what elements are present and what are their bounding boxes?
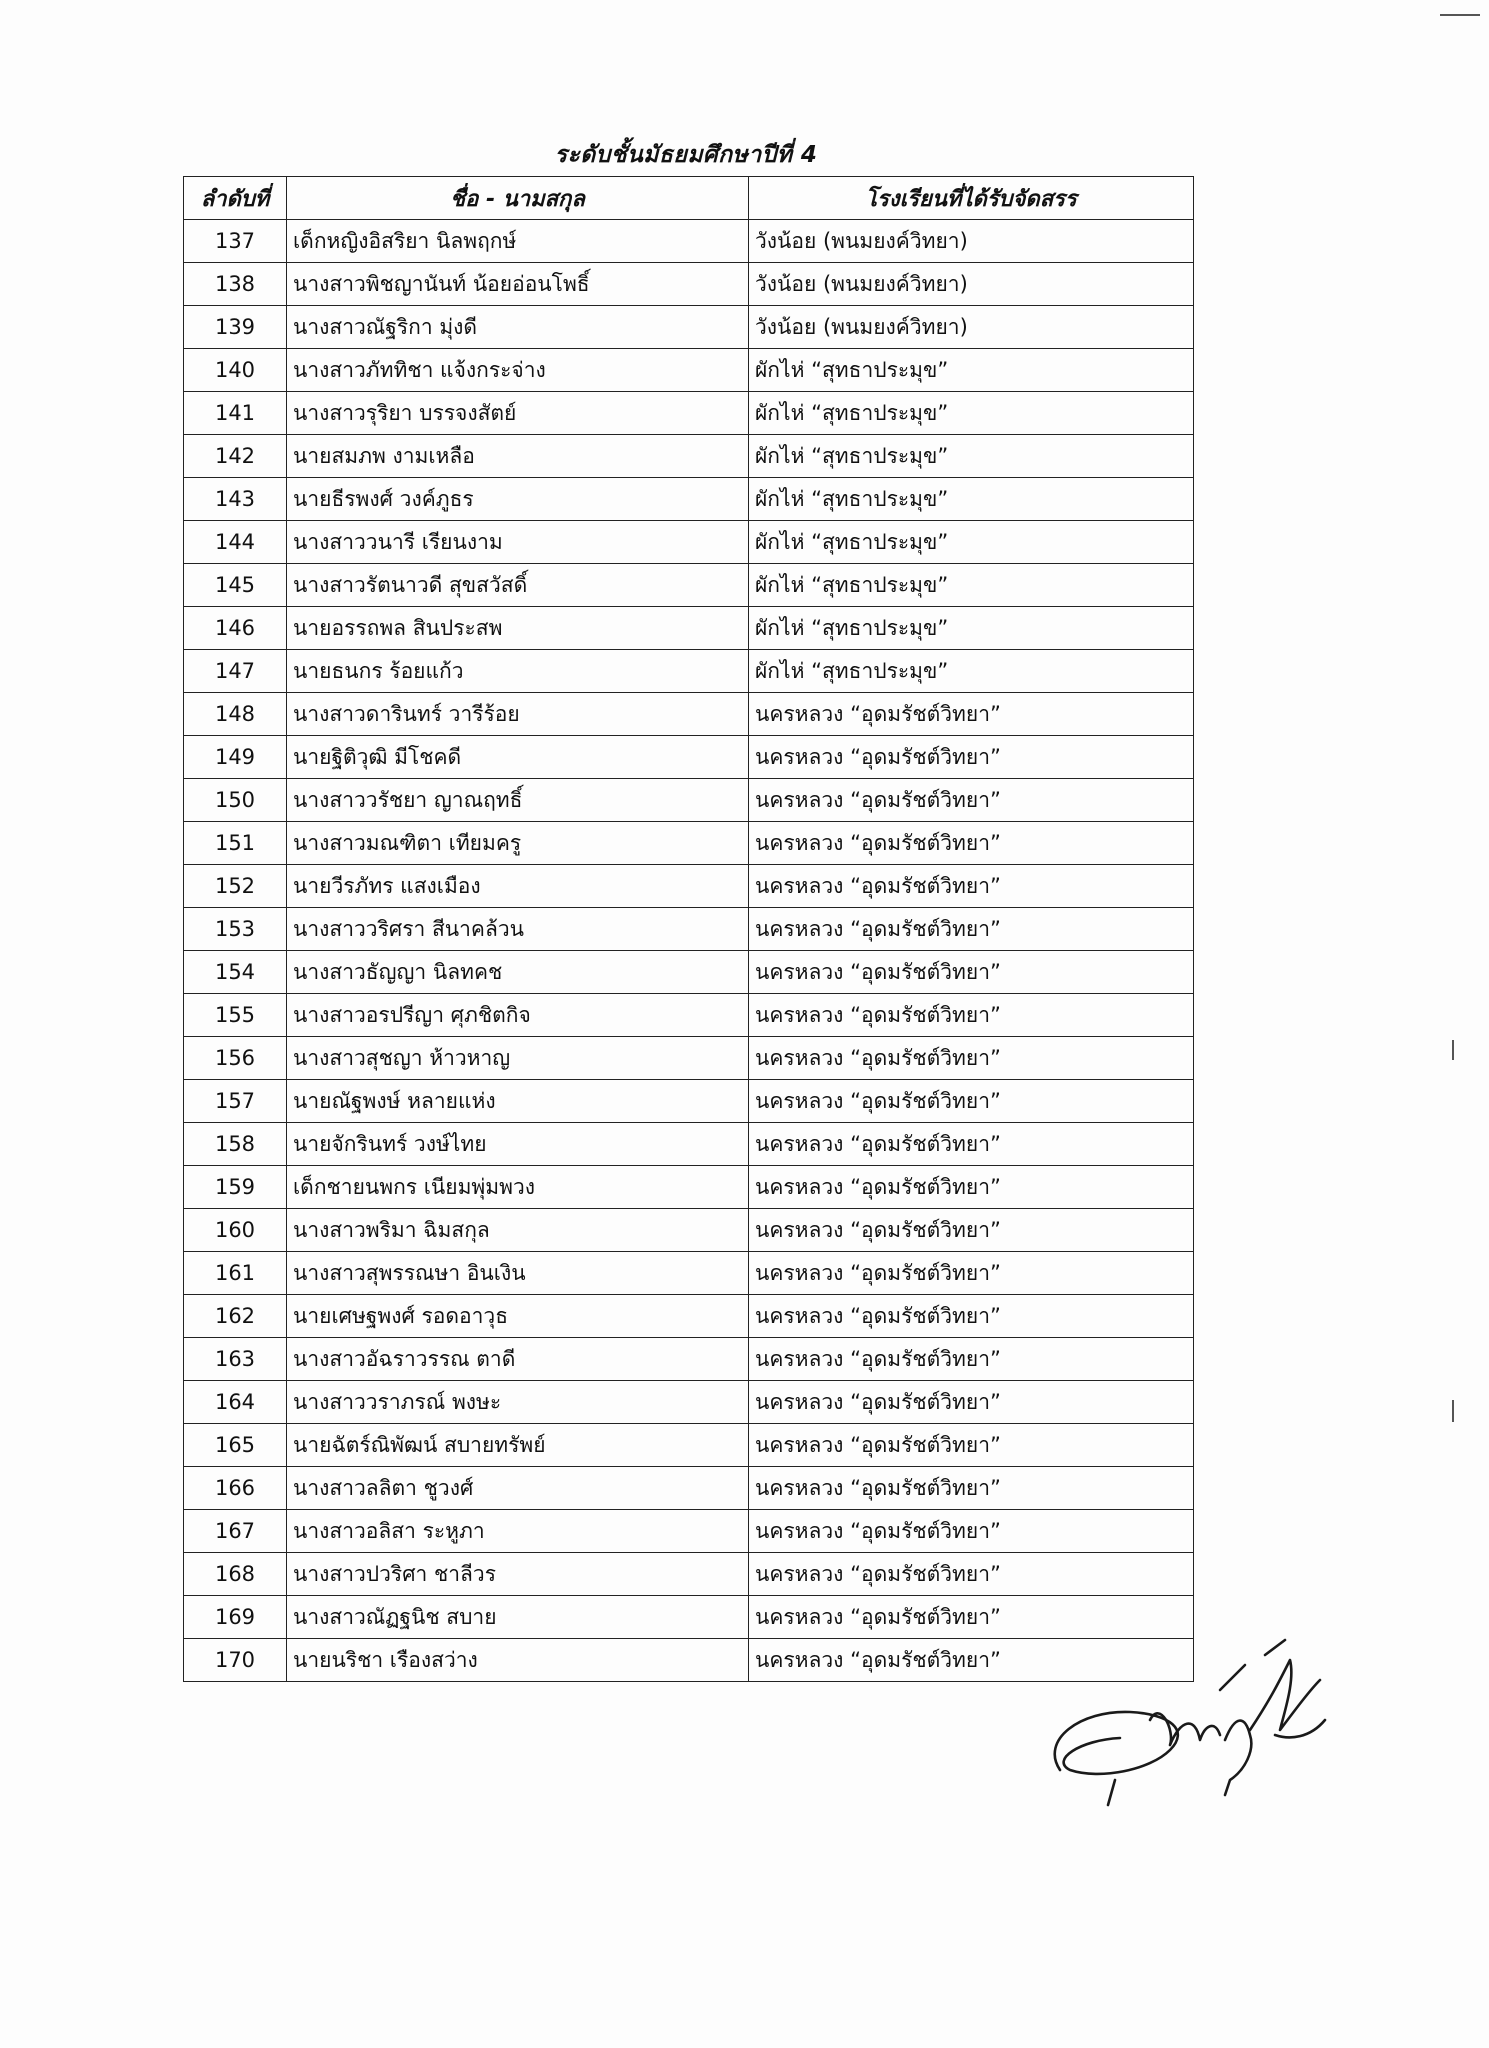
- header-full-name: ชื่อ - นามสกุล: [287, 177, 749, 220]
- row-full-name: นางสาววราภรณ์ พงษะ: [287, 1381, 749, 1424]
- row-full-name: นางสาววรัชยา ญาณฤทธิ์: [287, 779, 749, 822]
- row-allocated-school: ผักไห่ “สุทธาประมุข”: [749, 435, 1194, 478]
- row-full-name: นางสาวปวริศา ชาลีวร: [287, 1553, 749, 1596]
- row-order-number: 144: [184, 521, 287, 564]
- table-row: [184, 263, 1194, 306]
- header-allocated-school: โรงเรียนที่ได้รับจัดสรร: [749, 177, 1194, 220]
- table-row: [184, 435, 1194, 478]
- row-allocated-school: นครหลวง “อุดมรัชต์วิทยา”: [749, 1166, 1194, 1209]
- table-row: [184, 908, 1194, 951]
- table-row: [184, 1381, 1194, 1424]
- row-full-name: นางสาวอรปรีญา ศุภชิตกิจ: [287, 994, 749, 1037]
- row-full-name: นางสาววนารี เรียนงาม: [287, 521, 749, 564]
- row-allocated-school: นครหลวง “อุดมรัชต์วิทยา”: [749, 1338, 1194, 1381]
- row-order-number: 158: [184, 1123, 287, 1166]
- row-order-number: 145: [184, 564, 287, 607]
- row-full-name: นางสาวดารินทร์ วารีร้อย: [287, 693, 749, 736]
- row-full-name: นางสาวณัฐริกา มุ่งดี: [287, 306, 749, 349]
- table-row: [184, 1209, 1194, 1252]
- row-full-name: นางสาวรัตนาวดี สุขสวัสดิ์: [287, 564, 749, 607]
- row-allocated-school: นครหลวง “อุดมรัชต์วิทยา”: [749, 822, 1194, 865]
- row-full-name: นางสาวพิชญานันท์ น้อยอ่อนโพธิ์: [287, 263, 749, 306]
- row-allocated-school: นครหลวง “อุดมรัชต์วิทยา”: [749, 1252, 1194, 1295]
- row-full-name: นายจักรินทร์ วงษ์ไทย: [287, 1123, 749, 1166]
- row-allocated-school: วังน้อย (พนมยงค์วิทยา): [749, 263, 1194, 306]
- row-order-number: 159: [184, 1166, 287, 1209]
- table-row: [184, 521, 1194, 564]
- table-header-row: [184, 177, 1194, 220]
- row-full-name: นายธนกร ร้อยแก้ว: [287, 650, 749, 693]
- table-row: [184, 951, 1194, 994]
- row-allocated-school: ผักไห่ “สุทธาประมุข”: [749, 478, 1194, 521]
- table-row: [184, 306, 1194, 349]
- row-full-name: นายเศษฐพงศ์ รอดอาวุธ: [287, 1295, 749, 1338]
- row-order-number: 149: [184, 736, 287, 779]
- table-row: [184, 220, 1194, 263]
- row-allocated-school: ผักไห่ “สุทธาประมุข”: [749, 521, 1194, 564]
- row-full-name: นางสาววริศรา สีนาคล้วน: [287, 908, 749, 951]
- row-allocated-school: วังน้อย (พนมยงค์วิทยา): [749, 306, 1194, 349]
- page-title: ระดับชั้นมัธยมศึกษาปีที่ 4: [554, 142, 818, 168]
- row-allocated-school: วังน้อย (พนมยงค์วิทยา): [749, 220, 1194, 263]
- row-order-number: 160: [184, 1209, 287, 1252]
- row-allocated-school: นครหลวง “อุดมรัชต์วิทยา”: [749, 693, 1194, 736]
- row-allocated-school: นครหลวง “อุดมรัชต์วิทยา”: [749, 1295, 1194, 1338]
- row-full-name: นายณัฐพงษ์ หลายแห่ง: [287, 1080, 749, 1123]
- row-order-number: 154: [184, 951, 287, 994]
- row-full-name: นายฐิติวุฒิ มีโชคดี: [287, 736, 749, 779]
- row-full-name: นางสาวพริมา ฉิมสกุล: [287, 1209, 749, 1252]
- row-order-number: 168: [184, 1553, 287, 1596]
- header-order-number: ลำดับที่: [184, 177, 287, 220]
- row-order-number: 143: [184, 478, 287, 521]
- row-full-name: นายนริชา เรืองสว่าง: [287, 1639, 749, 1682]
- table-row: [184, 650, 1194, 693]
- row-full-name: เด็กหญิงอิสริยา นิลพฤกษ์: [287, 220, 749, 263]
- row-order-number: 148: [184, 693, 287, 736]
- table-row: [184, 1123, 1194, 1166]
- table-row: [184, 779, 1194, 822]
- row-order-number: 169: [184, 1596, 287, 1639]
- row-full-name: นายธีรพงศ์ วงค์ภูธร: [287, 478, 749, 521]
- table-row: [184, 736, 1194, 779]
- row-order-number: 152: [184, 865, 287, 908]
- row-full-name: นางสาวมณฑิตา เทียมครู: [287, 822, 749, 865]
- row-full-name: นายอรรถพล สินประสพ: [287, 607, 749, 650]
- row-allocated-school: นครหลวง “อุดมรัชต์วิทยา”: [749, 865, 1194, 908]
- table-row: [184, 822, 1194, 865]
- row-full-name: นายวีรภัทร แสงเมือง: [287, 865, 749, 908]
- table-row: [184, 1424, 1194, 1467]
- row-order-number: 142: [184, 435, 287, 478]
- table-row: [184, 865, 1194, 908]
- row-allocated-school: ผักไห่ “สุทธาประมุข”: [749, 392, 1194, 435]
- row-order-number: 163: [184, 1338, 287, 1381]
- row-allocated-school: นครหลวง “อุดมรัชต์วิทยา”: [749, 779, 1194, 822]
- row-order-number: 165: [184, 1424, 287, 1467]
- table-row: [184, 994, 1194, 1037]
- row-allocated-school: นครหลวง “อุดมรัชต์วิทยา”: [749, 1080, 1194, 1123]
- table-body: [184, 220, 1194, 1682]
- row-full-name: นางสาวสุชญา ห้าวหาญ: [287, 1037, 749, 1080]
- row-full-name: นางสาวธัญญา นิลทคช: [287, 951, 749, 994]
- row-order-number: 138: [184, 263, 287, 306]
- row-allocated-school: นครหลวง “อุดมรัชต์วิทยา”: [749, 1424, 1194, 1467]
- row-order-number: 140: [184, 349, 287, 392]
- student-allocation-table: [183, 176, 1194, 1682]
- row-order-number: 156: [184, 1037, 287, 1080]
- table-row: [184, 1338, 1194, 1381]
- row-order-number: 146: [184, 607, 287, 650]
- row-allocated-school: นครหลวง “อุดมรัชต์วิทยา”: [749, 1596, 1194, 1639]
- table-row: [184, 1510, 1194, 1553]
- row-full-name: นางสาวณัฏฐนิช สบาย: [287, 1596, 749, 1639]
- row-allocated-school: ผักไห่ “สุทธาประมุข”: [749, 607, 1194, 650]
- row-order-number: 161: [184, 1252, 287, 1295]
- row-order-number: 141: [184, 392, 287, 435]
- row-allocated-school: นครหลวง “อุดมรัชต์วิทยา”: [749, 1123, 1194, 1166]
- table-row: [184, 1166, 1194, 1209]
- row-full-name: นางสาวสุพรรณษา อินเงิน: [287, 1252, 749, 1295]
- row-full-name: นางสาวลลิตา ชูวงศ์: [287, 1467, 749, 1510]
- scan-margin-mark: [1452, 1400, 1454, 1422]
- table-row: [184, 478, 1194, 521]
- table-row: [184, 1080, 1194, 1123]
- row-order-number: 147: [184, 650, 287, 693]
- row-allocated-school: นครหลวง “อุดมรัชต์วิทยา”: [749, 1381, 1194, 1424]
- row-order-number: 151: [184, 822, 287, 865]
- table-row: [184, 349, 1194, 392]
- handwritten-signature: [1020, 1620, 1350, 1820]
- row-full-name: เด็กชายนพกร เนียมพุ่มพวง: [287, 1166, 749, 1209]
- table-row: [184, 607, 1194, 650]
- table-row: [184, 1467, 1194, 1510]
- table-row: [184, 392, 1194, 435]
- row-full-name: นางสาวอัฉราวรรณ ตาดี: [287, 1338, 749, 1381]
- table-row: [184, 1037, 1194, 1080]
- row-allocated-school: นครหลวง “อุดมรัชต์วิทยา”: [749, 736, 1194, 779]
- row-order-number: 162: [184, 1295, 287, 1338]
- row-allocated-school: นครหลวง “อุดมรัชต์วิทยา”: [749, 1510, 1194, 1553]
- scan-margin-mark: [1440, 14, 1480, 16]
- row-order-number: 139: [184, 306, 287, 349]
- row-allocated-school: นครหลวง “อุดมรัชต์วิทยา”: [749, 1639, 1194, 1682]
- row-order-number: 153: [184, 908, 287, 951]
- row-allocated-school: นครหลวง “อุดมรัชต์วิทยา”: [749, 1553, 1194, 1596]
- row-full-name: นางสาวรุริยา บรรจงสัตย์: [287, 392, 749, 435]
- table-row: [184, 1252, 1194, 1295]
- row-full-name: นางสาวภัททิชา แจ้งกระจ่าง: [287, 349, 749, 392]
- row-order-number: 155: [184, 994, 287, 1037]
- row-allocated-school: นครหลวง “อุดมรัชต์วิทยา”: [749, 951, 1194, 994]
- row-order-number: 166: [184, 1467, 287, 1510]
- row-order-number: 137: [184, 220, 287, 263]
- table-row: [184, 564, 1194, 607]
- row-allocated-school: นครหลวง “อุดมรัชต์วิทยา”: [749, 908, 1194, 951]
- row-order-number: 167: [184, 1510, 287, 1553]
- row-allocated-school: ผักไห่ “สุทธาประมุข”: [749, 650, 1194, 693]
- row-allocated-school: ผักไห่ “สุทธาประมุข”: [749, 349, 1194, 392]
- table-row: [184, 693, 1194, 736]
- row-full-name: นายสมภพ งามเหลือ: [287, 435, 749, 478]
- row-allocated-school: นครหลวง “อุดมรัชต์วิทยา”: [749, 994, 1194, 1037]
- row-order-number: 150: [184, 779, 287, 822]
- table-row: [184, 1553, 1194, 1596]
- row-allocated-school: ผักไห่ “สุทธาประมุข”: [749, 564, 1194, 607]
- row-order-number: 157: [184, 1080, 287, 1123]
- row-full-name: นายฉัตร์ณิพัฒน์ สบายทรัพย์: [287, 1424, 749, 1467]
- row-allocated-school: นครหลวง “อุดมรัชต์วิทยา”: [749, 1467, 1194, 1510]
- row-allocated-school: นครหลวง “อุดมรัชต์วิทยา”: [749, 1209, 1194, 1252]
- table-row: [184, 1295, 1194, 1338]
- scan-margin-mark: [1452, 1040, 1454, 1060]
- row-allocated-school: นครหลวง “อุดมรัชต์วิทยา”: [749, 1037, 1194, 1080]
- row-order-number: 164: [184, 1381, 287, 1424]
- row-order-number: 170: [184, 1639, 287, 1682]
- row-full-name: นางสาวอลิสา ระหูภา: [287, 1510, 749, 1553]
